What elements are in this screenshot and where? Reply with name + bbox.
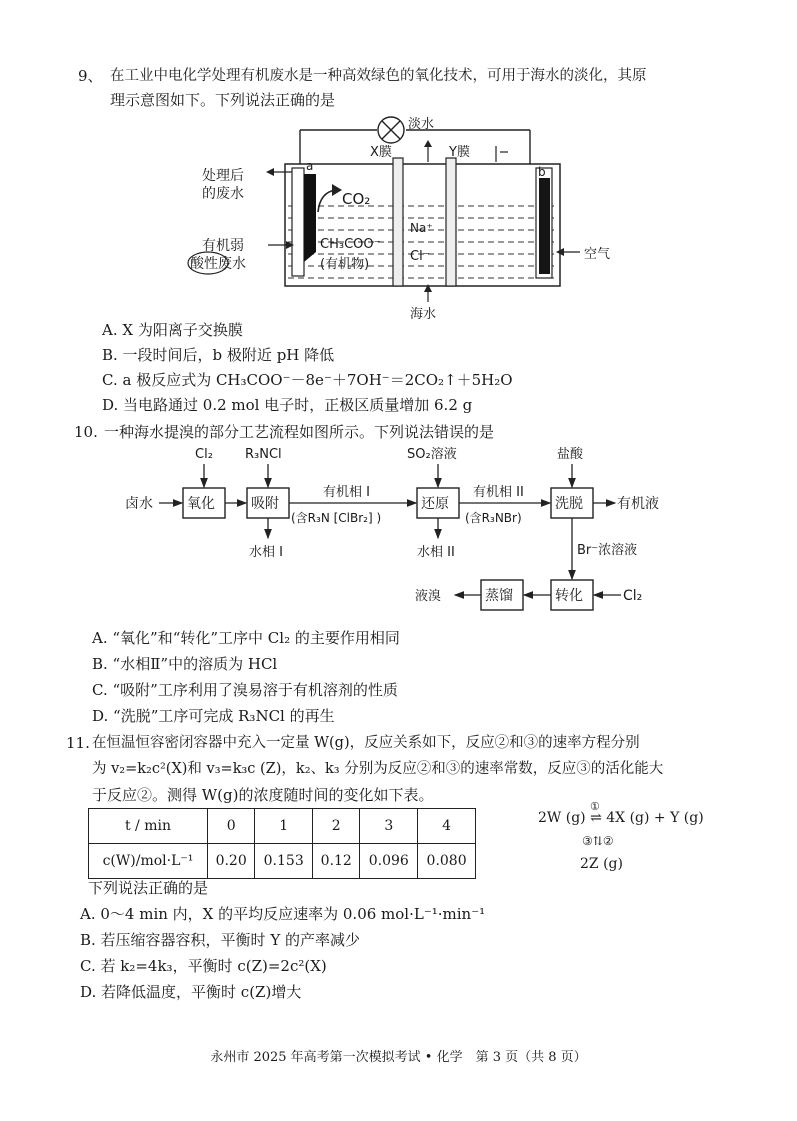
adsorb-box: 吸附 — [251, 496, 279, 512]
table-header-cell: t / min — [89, 809, 208, 844]
concentration-table — [88, 808, 476, 879]
reaction-line-1: 2W (g) ⇌ 4X (g) + Y (g) — [538, 810, 704, 826]
org-phase-2: 有机相 II — [473, 485, 524, 500]
table-row — [89, 809, 476, 844]
table-header-cell: 1 — [255, 809, 313, 844]
table-header-cell: 0 — [208, 809, 255, 844]
treated-water-label2: 的废水 — [202, 186, 244, 202]
q11-option-d: D. 若降低温度，平衡时 c(Z)增大 — [80, 983, 302, 1001]
q10-option-b: B. “水相Ⅱ”中的溶质为 HCl — [92, 655, 278, 673]
organic-waste-label2: 酸性废水 — [190, 256, 246, 272]
q10-stem: 一种海水提溴的部分工艺流程如图所示。下列说法错误的是 — [104, 423, 495, 441]
table-cell: c(W)/mol·L⁻¹ — [89, 844, 208, 879]
brine-label: 卤水 — [125, 496, 153, 512]
q11-option-b: B. 若压缩容器容积，平衡时 Y 的产率减少 — [80, 931, 360, 949]
reaction-scheme — [538, 800, 728, 878]
acetate-label: CH₃COO⁻ — [320, 237, 381, 252]
page-footer: 永州市 2025 年高考第一次模拟考试 • 化学 第 3 页（共 8 页） — [210, 1050, 587, 1065]
q10-option-d: D. “洗脱”工序可完成 R₃NCl 的再生 — [92, 707, 335, 725]
water-phase-2: 水相 II — [417, 545, 455, 560]
reaction-line-2: 2Z (g) — [580, 856, 623, 872]
q11-option-c: C. 若 k₂=4k₃，平衡时 c(Z)=2c²(X) — [80, 957, 327, 975]
electrode-b-label: b — [538, 165, 546, 179]
q11-stem-line1: 在恒温恒容密闭容器中充入一定量 W(g)，反应关系如下，反应②和③的速率方程分别 — [92, 735, 640, 751]
table-cell: 0.12 — [313, 844, 360, 879]
cl2-input: Cl₂ — [195, 447, 213, 462]
bromine-flow-diagram — [125, 442, 685, 622]
reaction-marks-2-3: ③⇅② — [582, 834, 614, 848]
table-cell: 0.153 — [255, 844, 313, 879]
convert-box: 转化 — [555, 588, 583, 604]
organic-waste-label: 有机弱 — [202, 238, 244, 254]
organic-liquid-label: 有机液 — [617, 496, 659, 512]
org-phase-2-sub: (含R₃NBr) — [465, 511, 522, 525]
co2-label: CO₂ — [342, 190, 371, 208]
cl2-convert-input: Cl₂ — [623, 588, 643, 604]
electrode-a-label: a — [306, 159, 314, 173]
oxidize-box: 氧化 — [187, 496, 215, 512]
treated-water-label: 处理后 — [202, 168, 244, 184]
liquid-bromine-label: 液溴 — [415, 589, 442, 604]
q11-number: 11. — [66, 734, 90, 752]
electrolysis-diagram — [170, 112, 640, 322]
reduce-box: 还原 — [421, 496, 449, 512]
distill-box: 蒸馏 — [485, 588, 513, 604]
x-membrane-label: X膜 — [370, 145, 392, 160]
table-header-cell: 3 — [360, 809, 418, 844]
q9-option-a: A. X 为阳离子交换膜 — [102, 321, 243, 339]
reaction-mark-1: ① — [590, 800, 600, 813]
so2-input: SO₂溶液 — [407, 447, 457, 462]
organic-label: (有机物) — [320, 257, 370, 272]
elute-box: 洗脱 — [555, 496, 583, 512]
br-conc-label: Br⁻浓溶液 — [577, 543, 638, 558]
table-cell: 0.20 — [208, 844, 255, 879]
q10-option-a: A. “氧化”和“转化”工序中 Cl₂ 的主要作用相同 — [92, 629, 400, 647]
lamp-icon — [378, 117, 404, 143]
q11-option-a: A. 0～4 min 内，X 的平均反应速率为 0.06 mol·L⁻¹·min⁻¹ — [80, 905, 486, 923]
q9-option-d: D. 当电路通过 0.2 mol 电子时，正极区质量增加 6.2 g — [102, 396, 473, 414]
q9-option-b: B. 一段时间后，b 极附近 pH 降低 — [102, 346, 335, 364]
table-header-cell: 4 — [418, 809, 476, 844]
cl-ion-label: Cl⁻ — [410, 249, 430, 264]
water-phase-1: 水相 I — [249, 545, 283, 560]
q11-stem-line3: 于反应②。测得 W(g)的浓度随时间的变化如下表。 — [92, 786, 434, 804]
org-phase-1-sub: (含R₃N [ClBr₂] ) — [291, 511, 382, 525]
table-header-cell: 2 — [313, 809, 360, 844]
r3ncl-input: R₃NCl — [245, 447, 282, 462]
sea-water-label: 海水 — [410, 307, 437, 322]
table-cell: 0.096 — [360, 844, 418, 879]
q10-option-c: C. “吸附”工序利用了溴易溶于有机溶剂的性质 — [92, 681, 398, 699]
org-phase-1: 有机相 I — [323, 485, 370, 500]
table-row — [89, 844, 476, 879]
q11-lead: 下列说法正确的是 — [88, 879, 209, 897]
table-cell: 0.080 — [418, 844, 476, 879]
na-ion-label: Na⁺ — [410, 221, 433, 235]
q9-option-c: C. a 极反应式为 CH₃COO⁻－8e⁻＋7OH⁻＝2CO₂↑＋5H₂O — [102, 371, 513, 389]
q9-stem-line2: 理示意图如下。下列说法正确的是 — [110, 91, 336, 109]
q9-stem-line1: 在工业中电化学处理有机废水是一种高效绿色的氧化技术，可用于海水的淡化，其原 — [110, 68, 647, 84]
q11-stem-line2: 为 v₂=k₂c²(X)和 v₃=k₃c (Z)，k₂、k₃ 分别为反应②和③的速率常数，反应③的活化能大 — [92, 761, 664, 777]
q10-number: 10. — [74, 423, 98, 441]
q9-number: 9、 — [78, 67, 103, 85]
hcl-input: 盐酸 — [557, 447, 584, 462]
air-label: 空气 — [584, 247, 611, 262]
y-membrane-label: Y膜 — [449, 145, 470, 160]
fresh-water-label: 淡水 — [408, 117, 435, 132]
